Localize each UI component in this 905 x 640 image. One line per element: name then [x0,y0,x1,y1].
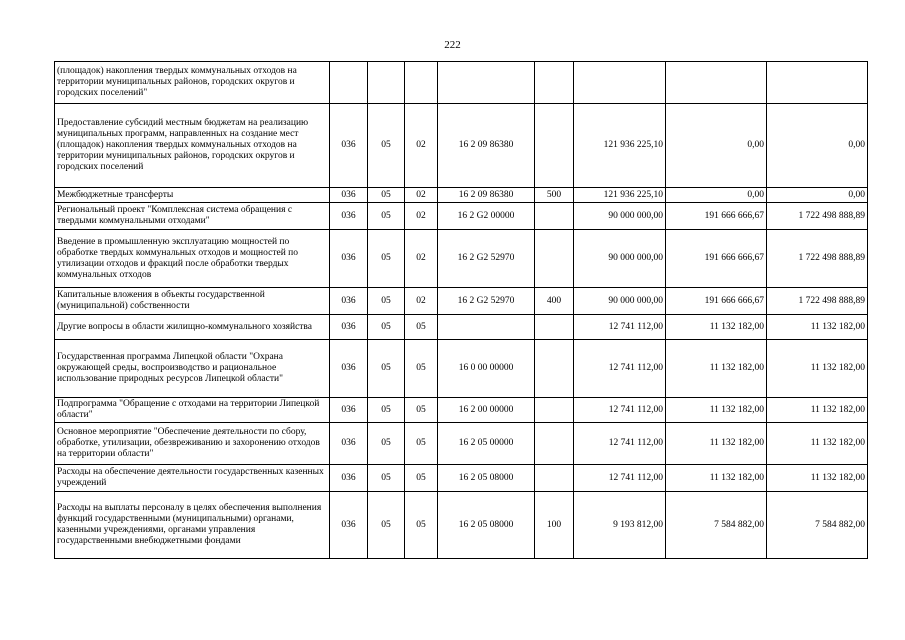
cell-section: 05 [368,203,405,230]
cell-amount-1: 12 741 112,00 [574,340,666,398]
table-row [55,188,868,203]
cell-amount-1 [574,62,666,104]
cell-amount-3: 11 132 182,00 [767,465,868,492]
cell-expense-type: 100 [535,492,574,559]
cell-amount-1: 12 741 112,00 [574,398,666,423]
cell-amount-1: 12 741 112,00 [574,465,666,492]
cell-amount-3: 0,00 [767,104,868,188]
cell-section: 05 [368,230,405,288]
cell-amount-2: 191 666 666,67 [666,288,767,315]
cell-amount-3: 11 132 182,00 [767,423,868,465]
cell-admin-code: 036 [330,188,368,203]
cell-amount-3: 11 132 182,00 [767,340,868,398]
table-row [55,230,868,288]
cell-expense-type: 400 [535,288,574,315]
cell-name: Расходы на выплаты персоналу в целях обеспечения выполнения функций государственными (муниципальными) органами, казенными учреждениями, органами управления государственными внебюджетными фондами [55,492,330,559]
cell-target-article: 16 2 05 08000 [438,465,535,492]
cell-target-article: 16 2 05 00000 [438,423,535,465]
cell-amount-1: 90 000 000,00 [574,230,666,288]
cell-target-article: 16 2 09 86380 [438,104,535,188]
cell-amount-1: 9 193 812,00 [574,492,666,559]
cell-admin-code: 036 [330,203,368,230]
cell-subsection: 05 [405,423,438,465]
table-row [55,203,868,230]
cell-name: Межбюджетные трансферты [55,188,330,203]
cell-admin-code: 036 [330,340,368,398]
cell-amount-2 [666,62,767,104]
page-number: 222 [444,39,461,51]
cell-name: Капитальные вложения в объекты государственной (муниципальной) собственности [55,288,330,315]
table-row [55,62,868,104]
cell-section: 05 [368,188,405,203]
cell-subsection [405,62,438,104]
cell-amount-1: 12 741 112,00 [574,423,666,465]
cell-amount-2: 11 132 182,00 [666,398,767,423]
cell-target-article: 16 2 09 86380 [438,188,535,203]
cell-target-article: 16 2 G2 52970 [438,230,535,288]
cell-amount-2: 191 666 666,67 [666,230,767,288]
cell-section [368,62,405,104]
table-row [55,315,868,340]
cell-section: 05 [368,315,405,340]
cell-subsection: 02 [405,230,438,288]
cell-expense-type [535,315,574,340]
cell-amount-2: 11 132 182,00 [666,465,767,492]
cell-target-article: 16 2 G2 52970 [438,288,535,315]
cell-target-article [438,315,535,340]
cell-amount-2: 11 132 182,00 [666,423,767,465]
cell-admin-code: 036 [330,104,368,188]
cell-name: Основное мероприятие "Обеспечение деятельности по сбору, обработке, утилизации, обезвреживанию и захоронению отходов на территории области" [55,423,330,465]
cell-expense-type [535,203,574,230]
cell-name: Региональный проект "Комплексная система обращения с твердыми коммунальными отходами" [55,203,330,230]
cell-amount-2: 11 132 182,00 [666,315,767,340]
cell-section: 05 [368,288,405,315]
cell-subsection: 05 [405,398,438,423]
budget-table [54,61,868,559]
cell-amount-2: 7 584 882,00 [666,492,767,559]
cell-amount-2: 191 666 666,67 [666,203,767,230]
table-row [55,288,868,315]
cell-amount-1: 12 741 112,00 [574,315,666,340]
cell-amount-1: 121 936 225,10 [574,104,666,188]
cell-name: Другие вопросы в области жилищно-коммунального хозяйства [55,315,330,340]
cell-expense-type [535,398,574,423]
cell-name: Предоставление субсидий местным бюджетам на реализацию муниципальных программ, направленных на создание мест (площадок) накопления твердых коммунальных отходов на территории муниципальных районов, городских округов и городских поселений [55,104,330,188]
cell-admin-code: 036 [330,398,368,423]
cell-amount-3: 1 722 498 888,89 [767,230,868,288]
cell-expense-type [535,230,574,288]
cell-amount-3: 0,00 [767,188,868,203]
cell-admin-code: 036 [330,315,368,340]
table-row [55,398,868,423]
table-row [55,423,868,465]
cell-admin-code: 036 [330,465,368,492]
cell-section: 05 [368,104,405,188]
cell-subsection: 02 [405,203,438,230]
cell-subsection: 02 [405,188,438,203]
cell-section: 05 [368,340,405,398]
cell-amount-3: 1 722 498 888,89 [767,203,868,230]
cell-target-article: 16 0 00 00000 [438,340,535,398]
cell-amount-3: 1 722 498 888,89 [767,288,868,315]
cell-subsection: 05 [405,492,438,559]
table-row [55,340,868,398]
cell-amount-2: 0,00 [666,188,767,203]
cell-name: Расходы на обеспечение деятельности государственных казенных учреждений [55,465,330,492]
cell-amount-3 [767,62,868,104]
cell-amount-1: 90 000 000,00 [574,203,666,230]
table-row [55,465,868,492]
cell-subsection: 05 [405,315,438,340]
cell-expense-type [535,104,574,188]
cell-expense-type [535,62,574,104]
cell-subsection: 05 [405,465,438,492]
cell-expense-type [535,340,574,398]
cell-section: 05 [368,465,405,492]
cell-amount-2: 0,00 [666,104,767,188]
cell-name: Введение в промышленную эксплуатацию мощностей по обработке твердых коммунальных отходов и мощностей по утилизации отходов и фракций после обработки твердых коммунальных отходов [55,230,330,288]
cell-section: 05 [368,423,405,465]
cell-subsection: 02 [405,104,438,188]
table-row [55,104,868,188]
cell-name: Государственная программа Липецкой области "Охрана окружающей среды, воспроизводство и рациональное использование природных ресурсов Липецкой области" [55,340,330,398]
cell-target-article [438,62,535,104]
cell-section: 05 [368,398,405,423]
cell-admin-code [330,62,368,104]
cell-expense-type: 500 [535,188,574,203]
cell-target-article: 16 2 G2 00000 [438,203,535,230]
cell-amount-3: 11 132 182,00 [767,398,868,423]
cell-name: Подпрограмма "Обращение с отходами на территории Липецкой области" [55,398,330,423]
table-row [55,492,868,559]
cell-section: 05 [368,492,405,559]
cell-admin-code: 036 [330,492,368,559]
cell-name: (площадок) накопления твердых коммунальных отходов на территории муниципальных районов, городских округов и городских поселений" [55,62,330,104]
cell-admin-code: 036 [330,230,368,288]
cell-amount-3: 11 132 182,00 [767,315,868,340]
cell-subsection: 02 [405,288,438,315]
cell-amount-3: 7 584 882,00 [767,492,868,559]
cell-amount-1: 90 000 000,00 [574,288,666,315]
cell-target-article: 16 2 05 08000 [438,492,535,559]
cell-admin-code: 036 [330,288,368,315]
cell-target-article: 16 2 00 00000 [438,398,535,423]
cell-admin-code: 036 [330,423,368,465]
cell-amount-1: 121 936 225,10 [574,188,666,203]
cell-subsection: 05 [405,340,438,398]
cell-expense-type [535,465,574,492]
cell-expense-type [535,423,574,465]
cell-amount-2: 11 132 182,00 [666,340,767,398]
